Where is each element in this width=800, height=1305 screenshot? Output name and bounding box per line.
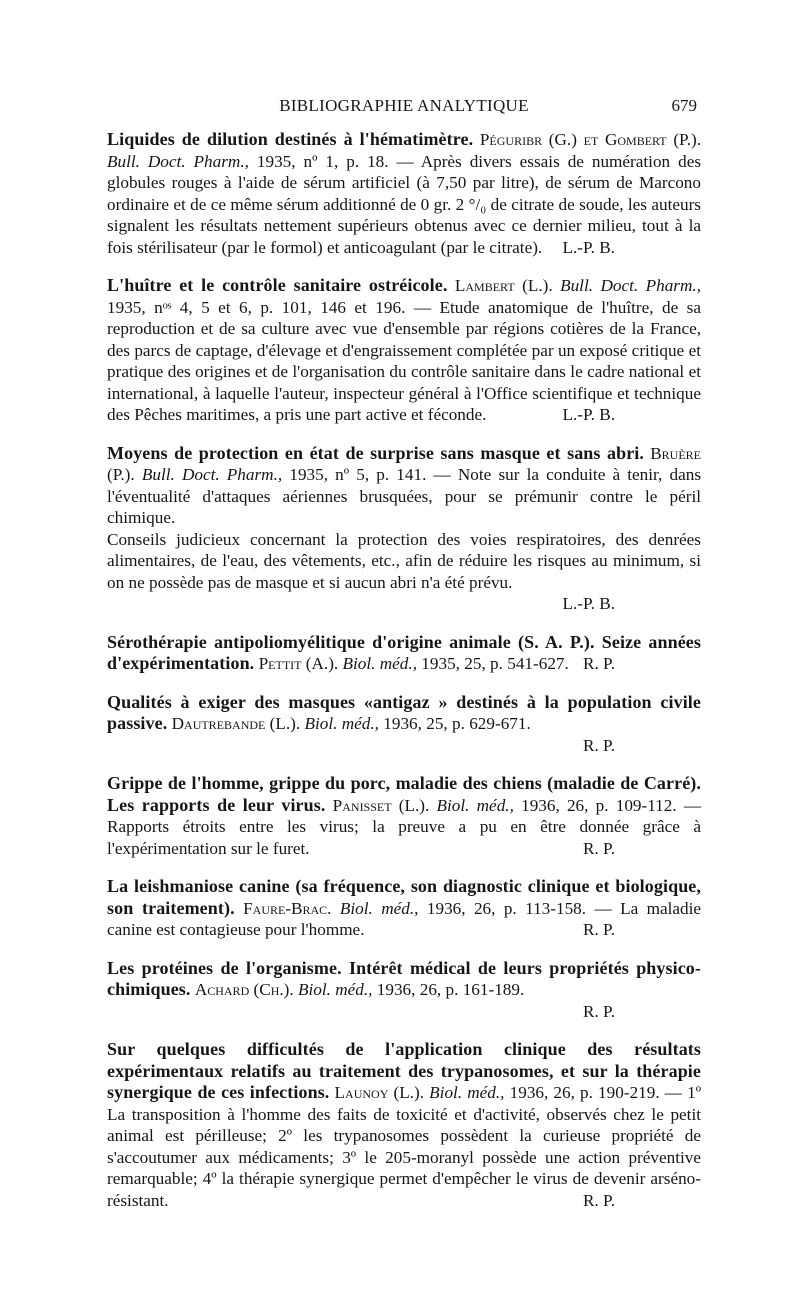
bibliography-entry [107, 692, 701, 757]
entry-authors: Dautrebande (L.). [171, 714, 301, 733]
entry-source: Bull. Doct. Pharm., [107, 151, 249, 171]
entry-abstract: — 1º La transposition à l'homme des faits de toxicité et d'activité, observés chez le petit animal est périlleuse; 2º les trypanosomes possèdent la curieuse propriété de s'accoutumer aux médicaments; 3º le 205-moranyl possède une action préventive remarquable; 4º la thérapie synergique permet d'empêcher le virus de devenir arséno-résistant. [107, 1083, 702, 1210]
entry-authors: Lambert (L.). [454, 276, 553, 295]
entry-title: Qualités à exiger des masques «antigaz » destinés à la population civile passive. [107, 691, 701, 733]
bibliography-entry [107, 876, 701, 941]
entry-citation: 1936, 26, p. 161-189. [376, 980, 525, 999]
bibliography-entry [107, 773, 701, 859]
entry-authors: Achard (Ch.). [194, 980, 294, 999]
entry-signature: L.-P. B. [562, 405, 615, 424]
page-number: 679 [671, 96, 697, 115]
entry-abstract: — La maladie canine est contagieuse pour l'homme. [107, 898, 702, 939]
entry-signature: R. P. [582, 654, 615, 673]
entry-title: Sur quelques difficultés de l'application clinique des résultats expérimentaux relatifs au traitement des trypanosomes, et sur la thérapie synergique de ces infections. [107, 1039, 701, 1102]
entry-title: La leishmaniose canine (sa fréquence, son diagnostic clinique et biologique, son traitement). [107, 876, 701, 918]
entry-citation: 1935, nᵒˢ 4, 5 et 6, p. 101, 146 et 196. [107, 297, 406, 317]
entry-signature: R. P. [582, 735, 615, 755]
entry-signature: R. P. [582, 838, 615, 858]
entry-authors: Faure-Brac. [243, 898, 332, 918]
running-header [107, 96, 701, 120]
entry-citation: 1935, 25, p. 541-627. [421, 654, 569, 673]
entry-abstract-continued: Conseils judicieux concernant la protection des voies respiratoires, des denrées alimentaires, de l'eau, des vêtements, etc., afin de réduire les risques au minimum, si on ne possède pas de masque et si aucun abri n'a été prévu. [107, 529, 701, 592]
entry-source: Bull. Doct. Pharm., [560, 276, 701, 295]
bibliography-entry [107, 443, 701, 615]
entry-title: Liquides de dilution destinés à l'hématimètre. [107, 129, 474, 149]
entry-authors: Launoy (L.). [334, 1083, 425, 1102]
entry-title: Moyens de protection en état de surprise sans masque et sans abri. [107, 442, 644, 463]
running-title: BIBLIOGRAPHIE ANALYTIQUE [279, 96, 529, 115]
entry-source: Biol. méd., [339, 898, 419, 918]
bibliography-entry [107, 958, 701, 1023]
entry-citation: 1936, 25, p. 629-671. [383, 714, 531, 733]
entry-abstract: — Rapports étroits entre les virus; la preuve a pu en être donnée grâce à l'expérimentation sur le furet. [107, 795, 702, 858]
entry-abstract: — Note sur la conduite à tenir, dans l'éventualité d'attaques aériennes brusquées, pour se prémunir contre le péril chimique. [107, 465, 702, 527]
entry-abstract: — Etude anatomique de l'huître, de sa reproduction et de sa culture avec vue d'ensemble par régions cotières de la France, des parcs de captage, d'élevage et d'engraissement complétée par un exposé critique et pratique des origines et de l'organisation du contrôle sanitaire dans le cadre national et international, à laquelle l'auteur, inspecteur général à l'Office scientifique et technique des Pêches maritimes, a pris une part active et féconde. [107, 297, 701, 424]
bibliography-entry [107, 1039, 701, 1211]
entry-signature: R. P. [582, 920, 615, 939]
entry-source: Biol. méd., [298, 980, 373, 999]
entry-signature: R. P. [582, 1190, 615, 1210]
entry-citation: 1935, nº 5, p. 141. [289, 465, 427, 484]
entry-source: Biol. méd., [436, 795, 514, 815]
bibliography-list [107, 129, 701, 1228]
entry-title: Grippe de l'homme, grippe du porc, maladie des chiens (maladie de Carré). Les rapports de leur virus. [107, 773, 701, 815]
entry-signature: L.-P. B. [562, 237, 615, 257]
entry-authors: Pettit (A.). [258, 654, 339, 673]
entry-source: Biol. méd., [429, 1083, 505, 1102]
entry-authors: Péguribr (G.) et Gombert (P.). [479, 130, 702, 149]
entry-abstract: — Après divers essais de numération des globules rouges à l'aide de sérum artificiel (à 7,50 par litre), de sérum de Marcono ordinaire et de ce même sérum additionné de 0 gr. 2 °/₀ de citrate de soude, les auteurs signalent les résultats nettement supérieurs obtenus avec ce dernier milieu, tout à la fois stérilisateur (par le formol) et anticoagulant (par le citrate). [107, 151, 702, 257]
entry-authors: Bruère (P.). [107, 443, 701, 484]
entry-signature: L.-P. B. [562, 594, 615, 613]
entry-citation: 1935, nº 1, p. 18. [256, 151, 389, 171]
entry-citation: 1936, 26, p. 113-158. [426, 898, 587, 918]
entry-citation: 1936, 26, p. 190-219. [509, 1083, 660, 1102]
entry-citation: 1936, 26, p. 109-112. [521, 795, 677, 815]
bibliography-entry [107, 129, 701, 258]
entry-title: Sérothérapie antipoliomyélitique d'origine animale (S. A. P.). Seize années d'expérimentation. [107, 631, 701, 673]
entry-signature: R. P. [582, 1001, 615, 1021]
entry-authors: Panisset (L.). [332, 795, 430, 815]
bibliography-entry [107, 632, 701, 675]
entry-source: Bull. Doct. Pharm., [141, 465, 283, 484]
entry-title: L'huître et le contrôle sanitaire ostréicole. [107, 275, 448, 295]
bibliography-entry [107, 275, 701, 426]
entry-source: Biol. méd., [342, 654, 417, 673]
entry-title: Les protéines de l'organisme. Intérêt médical de leurs propriétés physico-chimiques. [107, 957, 701, 999]
entry-source: Biol. méd., [304, 714, 379, 733]
